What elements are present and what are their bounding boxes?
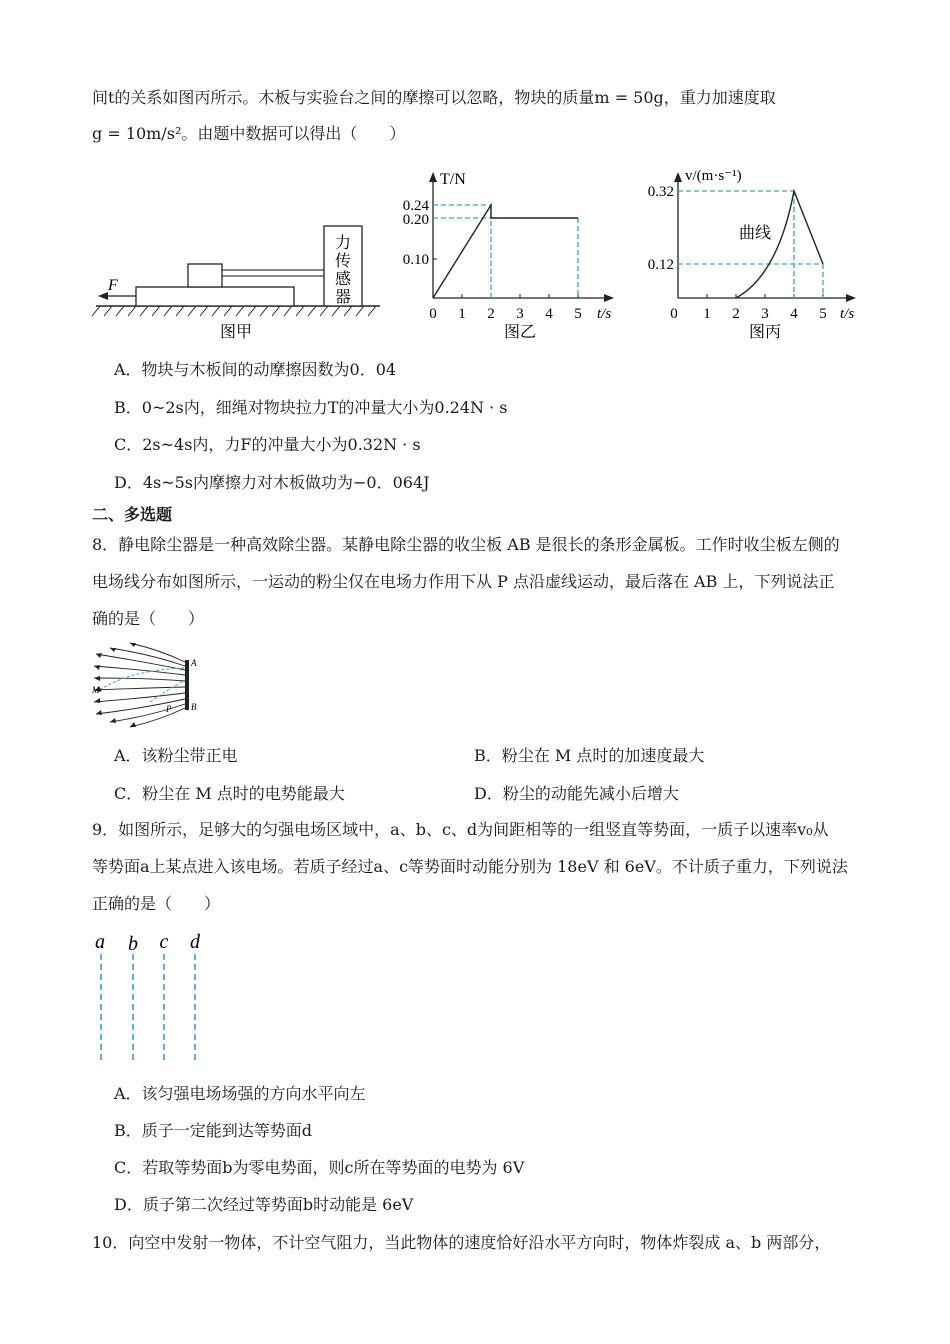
- q8-text-line-3: 确的是（ ）: [92, 609, 205, 628]
- yi-ylabel: T/N: [440, 171, 466, 188]
- q8-option-b: B．粉尘在 M 点时的加速度最大: [474, 746, 705, 765]
- board: [136, 287, 294, 306]
- bing-xtick-3: 3: [761, 306, 769, 322]
- yi-xtick-5: 5: [574, 306, 582, 322]
- q8-option-a: A．该粉尘带正电: [114, 746, 238, 765]
- figure-jia-caption: 图甲: [219, 324, 253, 341]
- q9-option-b: B．质子一定能到达等势面d: [114, 1121, 313, 1140]
- yi-xtick-4: 4: [545, 306, 553, 322]
- sensor-label-char-3: 感: [334, 271, 352, 288]
- bing-ytick-0: 0.32: [647, 184, 674, 200]
- q7-text-line-2: g = 10m/s²。由题中数据可以得出（ ）: [92, 124, 406, 143]
- q7-option-d: D．4s~5s内摩擦力对木板做功为−0．064J: [114, 473, 430, 492]
- y-arrow-icon: [674, 172, 682, 182]
- q9-text-line-2: 等势面a上某点进入该电场。若质子经过a、c等势面时动能分别为 18eV 和 6eV。不计质子重力，下列说法: [92, 857, 848, 876]
- q8-text-line-1: 8．静电除尘器是一种高效除尘器。某静电除尘器的收尘板 AB 是很长的条形金属板。工作时收尘板左侧的: [92, 535, 840, 554]
- q10-text-line-1: 10．向空中发射一物体，不计空气阻力，当此物体的速度恰好沿水平方向时，物体炸裂成 a、b 两部分，: [92, 1233, 831, 1252]
- bing-xtick-2: 2: [732, 306, 740, 322]
- q7-text-line-1: 间t的关系如图丙所示。木板与实验台之间的摩擦可以忽略，物块的质量m = 50g，重力加速度取: [92, 88, 776, 107]
- collector-plate: [185, 660, 189, 710]
- q8-option-c: C．粉尘在 M 点时的电势能最大: [114, 784, 345, 803]
- velocity-curve: [736, 191, 823, 298]
- q7-figures: [88, 160, 868, 350]
- bing-xlabel: t/s: [840, 306, 855, 322]
- q7-option-b: B．0~2s内，细绳对物块拉力T的冲量大小为0.24N · s: [114, 398, 508, 417]
- figure-bing: [648, 168, 856, 341]
- q7-option-c: C．2s~4s内，力F的冲量大小为0.32N · s: [114, 435, 421, 454]
- q8-text-line-2: 电场线分布如图所示，一运动的粉尘仅在电场力作用下从 P 点沿虚线运动，最后落在 AB 上，下列说法正: [92, 572, 835, 591]
- yi-ytick-1: 0.20: [402, 212, 429, 228]
- bing-ytick-1: 0.12: [647, 257, 674, 273]
- bing-xtick-5: 5: [819, 306, 827, 322]
- figure-bing-caption: 图丙: [748, 324, 782, 341]
- x-arrow-icon: [604, 294, 614, 302]
- sensor-label-char-4: 器: [334, 289, 352, 306]
- sensor-label-char-2: 传: [334, 253, 352, 270]
- q7-option-a: A．物块与木板间的动摩擦因数为0．04: [114, 360, 397, 379]
- q9-option-d: D．质子第二次经过等势面b时动能是 6eV: [114, 1195, 414, 1214]
- force-label: F: [108, 277, 118, 294]
- y-arrow-icon: [429, 172, 437, 182]
- q9-text-line-1: 9．如图所示，足够大的匀强电场区域中，a、b、c、d为间距相等的一组竖直等势面，一质子以速率v₀从: [92, 820, 829, 839]
- yi-xtick-2: 2: [487, 306, 495, 322]
- figure-yi-caption: 图乙: [503, 324, 537, 341]
- sensor-label-char-1: 力: [334, 235, 352, 252]
- label-b: B: [191, 702, 197, 712]
- yi-xtick-0: 0: [429, 306, 437, 322]
- bing-annotation: 曲线: [739, 225, 772, 242]
- q9-option-a: A．该匀强电场场强的方向水平向左: [114, 1084, 366, 1103]
- x-arrow-icon: [846, 294, 856, 302]
- plane-label-c: c: [159, 931, 169, 953]
- yi-ytick-0: 0.24: [402, 198, 429, 214]
- q8-option-d: D．粉尘的动能先减小后增大: [474, 784, 679, 803]
- section-title: 二、多选题: [92, 505, 173, 524]
- bing-xtick-0: 0: [670, 306, 678, 322]
- label-m: M: [92, 685, 100, 695]
- figure-yi: [403, 171, 614, 341]
- yi-xtick-1: 1: [458, 306, 466, 322]
- plane-label-b: b: [128, 933, 138, 955]
- q9-option-c: C．若取等势面b为零电势面，则c所在等势面的电势为 6V: [114, 1158, 525, 1177]
- yi-ytick-2: 0.10: [402, 252, 429, 268]
- plane-label-d: d: [190, 931, 200, 953]
- label-p: P: [166, 704, 172, 714]
- string: [222, 270, 324, 276]
- yi-xtick-3: 3: [516, 306, 524, 322]
- q9-equipotential-figure: [88, 926, 218, 1066]
- yi-xlabel: t/s: [597, 306, 612, 322]
- tension-curve: [433, 205, 578, 298]
- figure-jia: [88, 160, 380, 341]
- force-arrow-icon: [98, 292, 108, 300]
- q9-text-line-3: 正确的是（ ）: [92, 894, 221, 913]
- bing-xtick-4: 4: [790, 306, 798, 322]
- label-a: A: [191, 658, 197, 668]
- bing-xtick-1: 1: [703, 306, 711, 322]
- plane-label-a: a: [95, 931, 105, 953]
- q8-field-figure: [90, 640, 210, 730]
- block: [188, 264, 222, 287]
- bing-ylabel: v/(m·s⁻¹): [685, 168, 742, 184]
